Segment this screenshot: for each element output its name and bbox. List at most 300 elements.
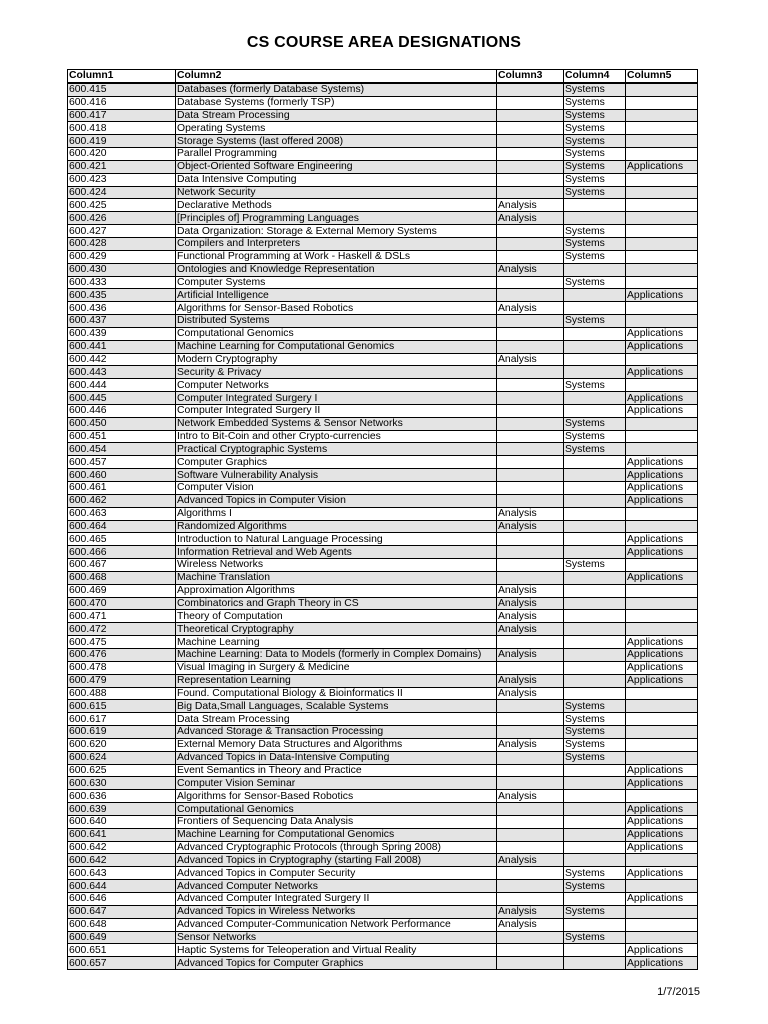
systems-cell bbox=[564, 327, 626, 340]
course-number-cell: 600.436 bbox=[68, 302, 176, 315]
systems-cell: Systems bbox=[564, 83, 626, 96]
analysis-cell bbox=[497, 148, 564, 161]
analysis-cell: Analysis bbox=[497, 199, 564, 212]
systems-cell bbox=[564, 456, 626, 469]
course-title-cell: Network Embedded Systems & Sensor Networks bbox=[176, 417, 497, 430]
page-title: CS COURSE AREA DESIGNATIONS bbox=[246, 34, 522, 51]
systems-cell bbox=[564, 494, 626, 507]
course-number-cell: 600.476 bbox=[68, 648, 176, 661]
course-title-cell: Databases (formerly Database Systems) bbox=[176, 83, 497, 96]
applications-cell: Applications bbox=[626, 764, 698, 777]
column1-header: Column1 bbox=[68, 70, 176, 83]
systems-cell bbox=[564, 366, 626, 379]
table-row bbox=[68, 764, 698, 777]
table-row bbox=[68, 237, 698, 250]
course-number-cell: 600.479 bbox=[68, 674, 176, 687]
applications-cell bbox=[626, 148, 698, 161]
systems-cell: Systems bbox=[564, 443, 626, 456]
analysis-cell bbox=[497, 700, 564, 713]
table-row bbox=[68, 931, 698, 944]
table-row bbox=[68, 777, 698, 790]
course-number-cell: 600.418 bbox=[68, 122, 176, 135]
applications-cell bbox=[626, 597, 698, 610]
analysis-cell bbox=[497, 417, 564, 430]
applications-cell bbox=[626, 880, 698, 893]
analysis-cell bbox=[497, 828, 564, 841]
course-title-cell: Advanced Topics for Computer Graphics bbox=[176, 957, 497, 970]
analysis-cell bbox=[497, 867, 564, 880]
applications-cell: Applications bbox=[626, 546, 698, 559]
applications-cell bbox=[626, 790, 698, 803]
systems-cell: Systems bbox=[564, 417, 626, 430]
table-row bbox=[68, 173, 698, 186]
column4-header: Column4 bbox=[564, 70, 626, 83]
applications-cell bbox=[626, 623, 698, 636]
course-title-cell: Algorithms for Sensor-Based Robotics bbox=[176, 302, 497, 315]
course-number-cell: 600.462 bbox=[68, 494, 176, 507]
table-row bbox=[68, 905, 698, 918]
course-title-cell: Representation Learning bbox=[176, 674, 497, 687]
table-row bbox=[68, 790, 698, 803]
course-number-cell: 600.428 bbox=[68, 237, 176, 250]
table-row bbox=[68, 212, 698, 225]
course-number-cell: 600.488 bbox=[68, 687, 176, 700]
systems-cell: Systems bbox=[564, 867, 626, 880]
analysis-cell: Analysis bbox=[497, 212, 564, 225]
course-number-cell: 600.429 bbox=[68, 250, 176, 263]
course-title-cell: Advanced Topics in Data-Intensive Computing bbox=[176, 751, 497, 764]
course-title-cell: Operating Systems bbox=[176, 122, 497, 135]
course-number-cell: 600.469 bbox=[68, 584, 176, 597]
analysis-cell bbox=[497, 661, 564, 674]
analysis-cell bbox=[497, 404, 564, 417]
systems-cell bbox=[564, 597, 626, 610]
analysis-cell bbox=[497, 83, 564, 96]
course-title-cell: Machine Learning for Computational Genomics bbox=[176, 828, 497, 841]
analysis-cell bbox=[497, 109, 564, 122]
analysis-cell: Analysis bbox=[497, 597, 564, 610]
course-number-cell: 600.423 bbox=[68, 173, 176, 186]
analysis-cell bbox=[497, 250, 564, 263]
course-title-cell: Approximation Algorithms bbox=[176, 584, 497, 597]
course-number-cell: 600.630 bbox=[68, 777, 176, 790]
analysis-cell bbox=[497, 815, 564, 828]
analysis-cell bbox=[497, 957, 564, 970]
systems-cell bbox=[564, 674, 626, 687]
applications-cell bbox=[626, 430, 698, 443]
systems-cell bbox=[564, 533, 626, 546]
systems-cell: Systems bbox=[564, 250, 626, 263]
table-row bbox=[68, 918, 698, 931]
course-number-cell: 600.442 bbox=[68, 353, 176, 366]
course-title-cell: Advanced Topics in Computer Security bbox=[176, 867, 497, 880]
applications-cell bbox=[626, 135, 698, 148]
analysis-cell bbox=[497, 559, 564, 572]
course-title-cell: Practical Cryptographic Systems bbox=[176, 443, 497, 456]
systems-cell bbox=[564, 803, 626, 816]
analysis-cell bbox=[497, 327, 564, 340]
course-title-cell: Object-Oriented Software Engineering bbox=[176, 160, 497, 173]
table-row bbox=[68, 379, 698, 392]
table-body bbox=[68, 83, 698, 970]
course-title-cell: Advanced Cryptographic Protocols (through Spring 2008) bbox=[176, 841, 497, 854]
applications-cell bbox=[626, 109, 698, 122]
course-title-cell: Database Systems (formerly TSP) bbox=[176, 96, 497, 109]
course-title-cell: Event Semantics in Theory and Practice bbox=[176, 764, 497, 777]
table-row bbox=[68, 944, 698, 957]
table-row bbox=[68, 854, 698, 867]
systems-cell: Systems bbox=[564, 237, 626, 250]
applications-cell: Applications bbox=[626, 815, 698, 828]
table-row bbox=[68, 327, 698, 340]
course-title-cell: Introduction to Natural Language Processing bbox=[176, 533, 497, 546]
analysis-cell: Analysis bbox=[497, 905, 564, 918]
course-number-cell: 600.421 bbox=[68, 160, 176, 173]
analysis-cell: Analysis bbox=[497, 353, 564, 366]
analysis-cell bbox=[497, 893, 564, 906]
course-number-cell: 600.441 bbox=[68, 340, 176, 353]
applications-cell bbox=[626, 173, 698, 186]
column5-header: Column5 bbox=[626, 70, 698, 83]
course-number-cell: 600.461 bbox=[68, 482, 176, 495]
course-number-cell: 600.472 bbox=[68, 623, 176, 636]
applications-cell: Applications bbox=[626, 160, 698, 173]
course-number-cell: 600.648 bbox=[68, 918, 176, 931]
table-row bbox=[68, 148, 698, 161]
table-row bbox=[68, 700, 698, 713]
table-row bbox=[68, 250, 698, 263]
table-row bbox=[68, 957, 698, 970]
systems-cell bbox=[564, 777, 626, 790]
course-title-cell: Network Security bbox=[176, 186, 497, 199]
systems-cell bbox=[564, 571, 626, 584]
course-title-cell: Declarative Methods bbox=[176, 199, 497, 212]
applications-cell: Applications bbox=[626, 648, 698, 661]
analysis-cell bbox=[497, 186, 564, 199]
course-title-cell: Parallel Programming bbox=[176, 148, 497, 161]
applications-cell: Applications bbox=[626, 289, 698, 302]
column3-header: Column3 bbox=[497, 70, 564, 83]
applications-cell: Applications bbox=[626, 571, 698, 584]
course-number-cell: 600.419 bbox=[68, 135, 176, 148]
table-row bbox=[68, 546, 698, 559]
table-row bbox=[68, 571, 698, 584]
analysis-cell: Analysis bbox=[497, 854, 564, 867]
course-title-cell: Computer Networks bbox=[176, 379, 497, 392]
applications-cell bbox=[626, 353, 698, 366]
course-title-cell: Computer Vision Seminar bbox=[176, 777, 497, 790]
course-number-cell: 600.624 bbox=[68, 751, 176, 764]
course-number-cell: 600.471 bbox=[68, 610, 176, 623]
course-title-cell: Algorithms I bbox=[176, 507, 497, 520]
applications-cell bbox=[626, 225, 698, 238]
analysis-cell bbox=[497, 931, 564, 944]
applications-cell: Applications bbox=[626, 404, 698, 417]
course-title-cell: Machine Learning bbox=[176, 636, 497, 649]
analysis-cell: Analysis bbox=[497, 520, 564, 533]
systems-cell bbox=[564, 212, 626, 225]
systems-cell bbox=[564, 918, 626, 931]
table-row bbox=[68, 160, 698, 173]
systems-cell bbox=[564, 957, 626, 970]
course-number-cell: 600.643 bbox=[68, 867, 176, 880]
analysis-cell bbox=[497, 880, 564, 893]
analysis-cell bbox=[497, 482, 564, 495]
course-number-cell: 600.620 bbox=[68, 738, 176, 751]
applications-cell bbox=[626, 250, 698, 263]
course-title-cell: Advanced Computer-Communication Network Performance bbox=[176, 918, 497, 931]
systems-cell: Systems bbox=[564, 738, 626, 751]
course-number-cell: 600.451 bbox=[68, 430, 176, 443]
course-title-cell: Compilers and Interpreters bbox=[176, 237, 497, 250]
table-row bbox=[68, 559, 698, 572]
analysis-cell bbox=[497, 237, 564, 250]
course-number-cell: 600.450 bbox=[68, 417, 176, 430]
systems-cell bbox=[564, 263, 626, 276]
systems-cell bbox=[564, 507, 626, 520]
systems-cell bbox=[564, 302, 626, 315]
systems-cell: Systems bbox=[564, 713, 626, 726]
systems-cell: Systems bbox=[564, 160, 626, 173]
course-number-cell: 600.640 bbox=[68, 815, 176, 828]
course-title-cell: Data Organization: Storage & External Memory Systems bbox=[176, 225, 497, 238]
analysis-cell: Analysis bbox=[497, 738, 564, 751]
table-row bbox=[68, 648, 698, 661]
analysis-cell: Analysis bbox=[497, 674, 564, 687]
table-row bbox=[68, 482, 698, 495]
systems-cell bbox=[564, 841, 626, 854]
course-number-cell: 600.468 bbox=[68, 571, 176, 584]
course-title-cell: Advanced Computer Networks bbox=[176, 880, 497, 893]
systems-cell: Systems bbox=[564, 122, 626, 135]
applications-cell bbox=[626, 520, 698, 533]
applications-cell bbox=[626, 263, 698, 276]
applications-cell: Applications bbox=[626, 482, 698, 495]
course-number-cell: 600.424 bbox=[68, 186, 176, 199]
course-number-cell: 600.435 bbox=[68, 289, 176, 302]
applications-cell: Applications bbox=[626, 392, 698, 405]
systems-cell: Systems bbox=[564, 905, 626, 918]
applications-cell bbox=[626, 186, 698, 199]
table-row bbox=[68, 661, 698, 674]
course-number-cell: 600.446 bbox=[68, 404, 176, 417]
analysis-cell bbox=[497, 443, 564, 456]
applications-cell bbox=[626, 122, 698, 135]
applications-cell: Applications bbox=[626, 828, 698, 841]
table-row bbox=[68, 623, 698, 636]
systems-cell bbox=[564, 815, 626, 828]
applications-cell bbox=[626, 854, 698, 867]
systems-cell bbox=[564, 854, 626, 867]
systems-cell bbox=[564, 790, 626, 803]
systems-cell bbox=[564, 482, 626, 495]
table-header-row bbox=[68, 70, 698, 83]
systems-cell: Systems bbox=[564, 109, 626, 122]
course-title-cell: Security & Privacy bbox=[176, 366, 497, 379]
course-title-cell: Visual Imaging in Surgery & Medicine bbox=[176, 661, 497, 674]
analysis-cell bbox=[497, 713, 564, 726]
course-number-cell: 600.615 bbox=[68, 700, 176, 713]
course-number-cell: 600.464 bbox=[68, 520, 176, 533]
course-title-cell: Haptic Systems for Teleoperation and Virtual Reality bbox=[176, 944, 497, 957]
course-title-cell: Intro to Bit-Coin and other Crypto-currencies bbox=[176, 430, 497, 443]
course-title-cell: Machine Learning: Data to Models (formerly in Complex Domains) bbox=[176, 648, 497, 661]
table-row bbox=[68, 289, 698, 302]
course-number-cell: 600.416 bbox=[68, 96, 176, 109]
systems-cell bbox=[564, 764, 626, 777]
applications-cell bbox=[626, 738, 698, 751]
applications-cell bbox=[626, 379, 698, 392]
applications-cell bbox=[626, 610, 698, 623]
table-row bbox=[68, 392, 698, 405]
course-title-cell: Wireless Networks bbox=[176, 559, 497, 572]
table-row bbox=[68, 597, 698, 610]
applications-cell bbox=[626, 726, 698, 739]
course-number-cell: 600.639 bbox=[68, 803, 176, 816]
table-row bbox=[68, 880, 698, 893]
table-row bbox=[68, 417, 698, 430]
applications-cell: Applications bbox=[626, 533, 698, 546]
course-number-cell: 600.425 bbox=[68, 199, 176, 212]
applications-cell bbox=[626, 687, 698, 700]
applications-cell bbox=[626, 931, 698, 944]
analysis-cell bbox=[497, 366, 564, 379]
systems-cell: Systems bbox=[564, 186, 626, 199]
course-title-cell: Advanced Storage & Transaction Processing bbox=[176, 726, 497, 739]
systems-cell: Systems bbox=[564, 225, 626, 238]
course-title-cell: Computational Genomics bbox=[176, 803, 497, 816]
table-row bbox=[68, 302, 698, 315]
table-row bbox=[68, 815, 698, 828]
table-row bbox=[68, 494, 698, 507]
course-title-cell: Ontologies and Knowledge Representation bbox=[176, 263, 497, 276]
systems-cell bbox=[564, 404, 626, 417]
applications-cell bbox=[626, 905, 698, 918]
analysis-cell bbox=[497, 751, 564, 764]
applications-cell: Applications bbox=[626, 893, 698, 906]
analysis-cell bbox=[497, 546, 564, 559]
analysis-cell bbox=[497, 173, 564, 186]
course-number-cell: 600.465 bbox=[68, 533, 176, 546]
course-number-cell: 600.415 bbox=[68, 83, 176, 96]
analysis-cell bbox=[497, 456, 564, 469]
course-number-cell: 600.647 bbox=[68, 905, 176, 918]
analysis-cell: Analysis bbox=[497, 918, 564, 931]
analysis-cell bbox=[497, 340, 564, 353]
analysis-cell: Analysis bbox=[497, 790, 564, 803]
table-row bbox=[68, 456, 698, 469]
systems-cell: Systems bbox=[564, 751, 626, 764]
analysis-cell bbox=[497, 289, 564, 302]
course-title-cell: External Memory Data Structures and Algorithms bbox=[176, 738, 497, 751]
applications-cell bbox=[626, 199, 698, 212]
page-date: 1/7/2015 bbox=[657, 986, 700, 998]
analysis-cell bbox=[497, 225, 564, 238]
table-row bbox=[68, 687, 698, 700]
course-number-cell: 600.437 bbox=[68, 315, 176, 328]
applications-cell bbox=[626, 443, 698, 456]
analysis-cell bbox=[497, 122, 564, 135]
analysis-cell: Analysis bbox=[497, 648, 564, 661]
table-row bbox=[68, 828, 698, 841]
table-row bbox=[68, 366, 698, 379]
table-row bbox=[68, 893, 698, 906]
applications-cell: Applications bbox=[626, 777, 698, 790]
course-title-cell: Functional Programming at Work - Haskell & DSLs bbox=[176, 250, 497, 263]
course-title-cell: Big Data,Small Languages, Scalable Systems bbox=[176, 700, 497, 713]
table-row bbox=[68, 340, 698, 353]
table-row bbox=[68, 520, 698, 533]
table-row bbox=[68, 867, 698, 880]
course-title-cell: Storage Systems (last offered 2008) bbox=[176, 135, 497, 148]
course-number-cell: 600.649 bbox=[68, 931, 176, 944]
systems-cell bbox=[564, 392, 626, 405]
systems-cell: Systems bbox=[564, 148, 626, 161]
course-number-cell: 600.417 bbox=[68, 109, 176, 122]
applications-cell bbox=[626, 212, 698, 225]
applications-cell bbox=[626, 713, 698, 726]
applications-cell: Applications bbox=[626, 957, 698, 970]
analysis-cell bbox=[497, 726, 564, 739]
course-title-cell: Data Stream Processing bbox=[176, 109, 497, 122]
course-number-cell: 600.420 bbox=[68, 148, 176, 161]
applications-cell: Applications bbox=[626, 803, 698, 816]
systems-cell: Systems bbox=[564, 96, 626, 109]
systems-cell: Systems bbox=[564, 135, 626, 148]
course-number-cell: 600.636 bbox=[68, 790, 176, 803]
course-number-cell: 600.651 bbox=[68, 944, 176, 957]
applications-cell bbox=[626, 276, 698, 289]
course-title-cell: Advanced Topics in Wireless Networks bbox=[176, 905, 497, 918]
table-row bbox=[68, 713, 698, 726]
applications-cell bbox=[626, 507, 698, 520]
analysis-cell bbox=[497, 430, 564, 443]
analysis-cell bbox=[497, 469, 564, 482]
course-number-cell: 600.445 bbox=[68, 392, 176, 405]
course-title-cell: Data Stream Processing bbox=[176, 713, 497, 726]
course-number-cell: 600.641 bbox=[68, 828, 176, 841]
systems-cell bbox=[564, 520, 626, 533]
systems-cell: Systems bbox=[564, 173, 626, 186]
systems-cell: Systems bbox=[564, 315, 626, 328]
table-row bbox=[68, 803, 698, 816]
applications-cell: Applications bbox=[626, 661, 698, 674]
table-row bbox=[68, 443, 698, 456]
analysis-cell: Analysis bbox=[497, 584, 564, 597]
analysis-cell bbox=[497, 571, 564, 584]
systems-cell bbox=[564, 199, 626, 212]
course-title-cell: Advanced Topics in Cryptography (starting Fall 2008) bbox=[176, 854, 497, 867]
analysis-cell bbox=[497, 160, 564, 173]
course-number-cell: 600.470 bbox=[68, 597, 176, 610]
applications-cell bbox=[626, 83, 698, 96]
analysis-cell: Analysis bbox=[497, 302, 564, 315]
systems-cell bbox=[564, 584, 626, 597]
table-row bbox=[68, 726, 698, 739]
analysis-cell: Analysis bbox=[497, 623, 564, 636]
analysis-cell bbox=[497, 841, 564, 854]
analysis-cell bbox=[497, 777, 564, 790]
applications-cell: Applications bbox=[626, 674, 698, 687]
course-title-cell: Computer Integrated Surgery I bbox=[176, 392, 497, 405]
course-number-cell: 600.644 bbox=[68, 880, 176, 893]
course-number-cell: 600.454 bbox=[68, 443, 176, 456]
course-number-cell: 600.625 bbox=[68, 764, 176, 777]
course-number-cell: 600.657 bbox=[68, 957, 176, 970]
table-row bbox=[68, 610, 698, 623]
table-row bbox=[68, 263, 698, 276]
course-title-cell: Frontiers of Sequencing Data Analysis bbox=[176, 815, 497, 828]
